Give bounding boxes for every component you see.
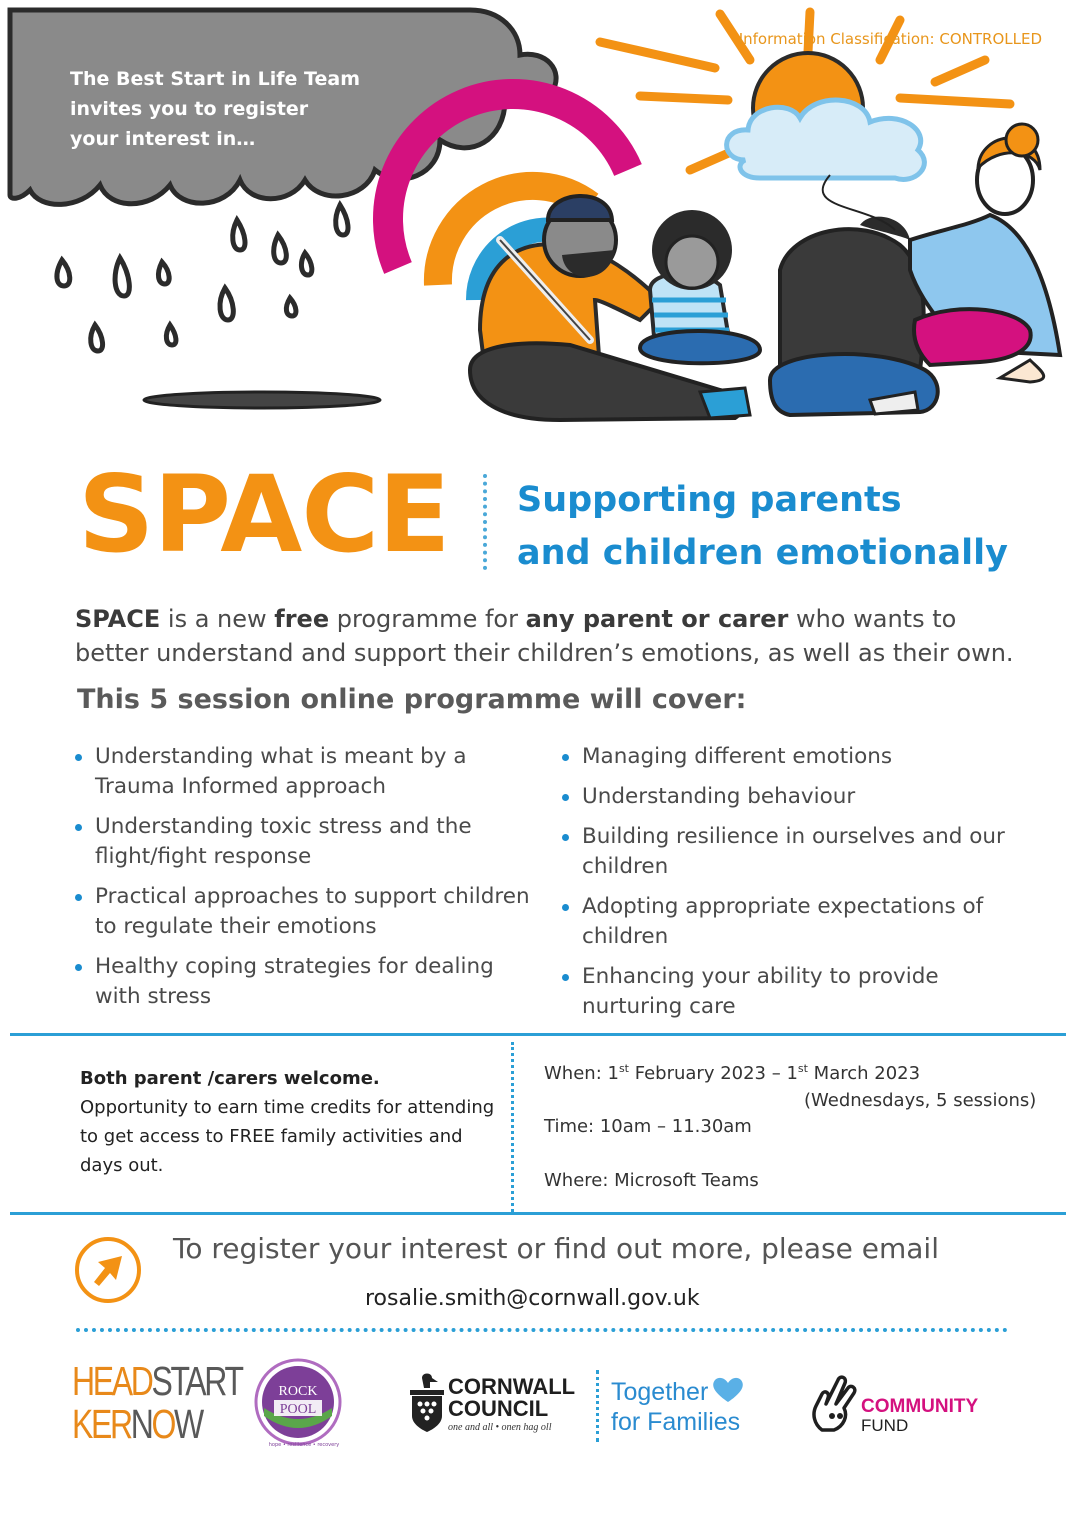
cornwall-tagline: one and all • onen hag oll — [448, 1422, 552, 1433]
welcome-note — [80, 1064, 500, 1180]
small-cloud — [727, 100, 925, 179]
cover-heading: This 5 session online programme will cover: — [77, 684, 747, 715]
arrow-cursor-icon — [72, 1234, 144, 1306]
puddle — [144, 392, 380, 408]
when-end: March 2023 — [807, 1063, 921, 1084]
list-item: Managing different emotions — [562, 742, 1032, 772]
hero-intro-text: The Best Start in Life Team invites you to register your interest in… — [70, 68, 361, 150]
list-item: Understanding behaviour — [562, 782, 1032, 812]
intro-text-2: programme for — [329, 605, 526, 633]
info-band-top-border — [10, 1033, 1066, 1036]
logo-separator — [596, 1370, 599, 1442]
rock-pool-text-2: POOL — [279, 1402, 317, 1417]
cornwall-text: CORNWALL — [448, 1374, 576, 1399]
child-figure — [640, 210, 760, 363]
headstart-w: W — [174, 1401, 202, 1447]
mother-figure — [910, 124, 1060, 382]
register-email-link[interactable]: rosalie.smith@cornwall.gov.uk — [365, 1286, 700, 1311]
community-text: COMMUNITY — [861, 1396, 979, 1417]
cornwall-crest-icon — [408, 1370, 446, 1434]
session-time: Time: 10am – 11.30am — [544, 1116, 752, 1137]
register-prompt: To register your interest or find out more, please email — [173, 1232, 939, 1265]
crossed-fingers-icon — [808, 1372, 860, 1434]
list-item: Adopting appropriate expectations of children — [562, 892, 1032, 952]
cornwall-council-logo — [408, 1368, 588, 1440]
cornwall-council-name — [448, 1376, 575, 1420]
topics-list-left — [75, 742, 530, 1022]
together-for-families-logo — [611, 1376, 745, 1437]
rain-drops-icon — [57, 205, 348, 351]
when-label: When: 1 — [544, 1063, 619, 1084]
when-mid: February 2023 – 1 — [628, 1063, 798, 1084]
intro-text-3: who wants to better understand and support their children’s emotions, as well as their own. — [75, 605, 1014, 667]
intro-free: free — [274, 605, 330, 633]
headstart-ker: KER — [72, 1401, 131, 1447]
heart-icon — [711, 1376, 745, 1404]
when-sup-2: st — [797, 1062, 808, 1075]
community-fund-logo — [808, 1372, 998, 1438]
fund-text: FUND — [861, 1416, 909, 1435]
info-band-bottom-border — [10, 1212, 1066, 1215]
register-divider — [76, 1328, 1008, 1332]
when-sup-1: st — [618, 1062, 629, 1075]
intro-audience: any parent or carer — [525, 605, 789, 633]
intro-space: SPACE — [75, 605, 161, 633]
hero-illustration — [0, 0, 1080, 440]
info-band-divider — [511, 1042, 514, 1212]
session-location: Where: Microsoft Teams — [544, 1170, 759, 1191]
page-title: SPACE — [78, 453, 450, 576]
headstart-n: N — [130, 1401, 152, 1447]
list-item: Healthy coping strategies for dealing with stress — [75, 952, 530, 1012]
rock-pool-logo — [252, 1358, 352, 1448]
subtitle-line-2: and children emotionally — [517, 533, 1008, 573]
intro-text-1: is a new — [160, 605, 275, 633]
council-text: COUNCIL — [448, 1396, 549, 1421]
title-divider — [483, 474, 487, 570]
welcome-body: Opportunity to earn time credits for attending to get access to FREE family activities and days out. — [80, 1097, 495, 1176]
rock-pool-text-1: ROCK — [278, 1384, 318, 1399]
page-subtitle — [517, 474, 1008, 580]
list-item: Enhancing your ability to provide nurturing care — [562, 962, 1032, 1022]
headstart-kernow-logo — [72, 1358, 242, 1448]
subtitle-line-1: Supporting parents — [517, 480, 902, 520]
topics-list-right — [562, 742, 1032, 1032]
list-item: Building resilience in ourselves and our children — [562, 822, 1032, 882]
rock-pool-badge-icon — [252, 1358, 352, 1448]
welcome-heading: Both parent /carers welcome. — [80, 1068, 380, 1089]
for-families-text: for Families — [611, 1408, 741, 1436]
list-item: Understanding what is meant by a Trauma Informed approach — [75, 742, 530, 802]
together-text: Together — [611, 1378, 709, 1406]
headstart-start: START — [151, 1358, 242, 1404]
list-item: Practical approaches to support children to regulate their emotions — [75, 882, 530, 942]
classification-label: Information Classification: CONTROLLED — [738, 30, 1042, 48]
session-dates — [544, 1062, 920, 1084]
headstart-head: HEAD — [72, 1358, 152, 1404]
rock-pool-tagline: hope • resilience • recovery — [268, 1442, 340, 1448]
session-days: (Wednesdays, 5 sessions) — [804, 1090, 1037, 1111]
headstart-o: O — [151, 1401, 175, 1447]
list-item: Understanding toxic stress and the flight/fight response — [75, 812, 530, 872]
intro-paragraph — [75, 602, 1035, 670]
